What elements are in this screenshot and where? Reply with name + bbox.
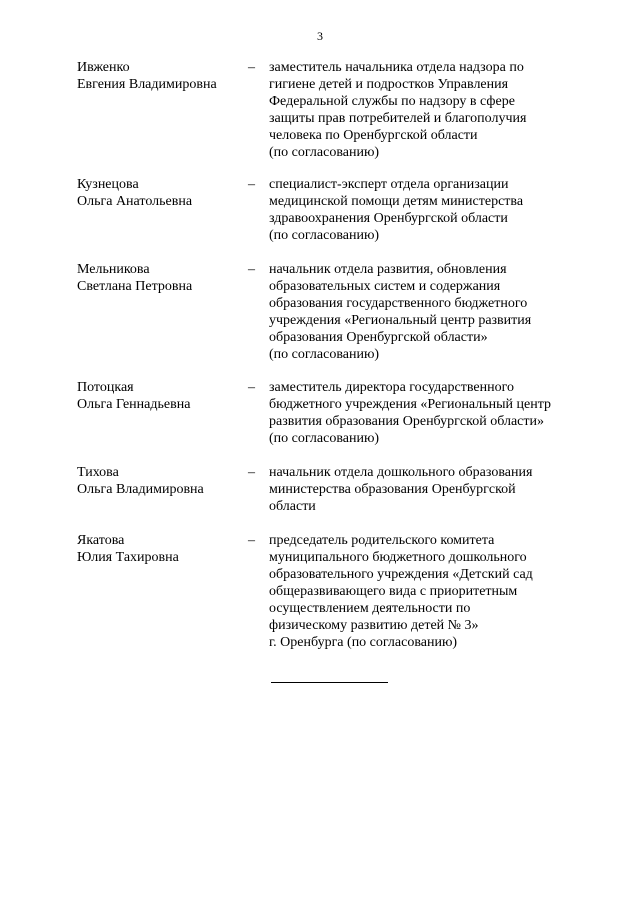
member-name xyxy=(77,261,247,295)
member-position xyxy=(269,464,589,515)
member-name xyxy=(77,59,247,93)
position-line: человека по Оренбургской области xyxy=(269,128,478,143)
member-given-names: Ольга Владимировна xyxy=(77,482,204,497)
position-line: начальник отдела развития, обновления xyxy=(269,262,507,277)
member-name xyxy=(77,176,247,210)
position-line: бюджетного учреждения «Региональный центр xyxy=(269,397,552,412)
position-line: образования государственного бюджетного xyxy=(269,296,528,311)
member-position xyxy=(269,176,589,244)
member-surname: Ивженко xyxy=(77,60,130,75)
member-position xyxy=(269,261,589,363)
member-name xyxy=(77,532,247,566)
position-line: заместитель директора государственного xyxy=(269,380,514,395)
position-line: образовательного учреждения «Детский сад xyxy=(269,567,533,582)
member-position xyxy=(269,59,589,161)
position-line: (по согласованию) xyxy=(269,431,380,446)
position-line: начальник отдела дошкольного образования xyxy=(269,465,533,480)
member-given-names: Светлана Петровна xyxy=(77,279,193,294)
position-line: (по согласованию) xyxy=(269,347,380,362)
position-line: муниципального бюджетного дошкольного xyxy=(269,550,527,565)
position-line: гигиене детей и подростков Управления xyxy=(269,77,509,92)
position-line: образования Оренбургской области» xyxy=(269,330,488,345)
dash-separator: – xyxy=(248,465,255,480)
member-position xyxy=(269,532,589,651)
member-surname: Потоцкая xyxy=(77,380,134,395)
page-number: 3 xyxy=(317,29,323,43)
member-surname: Кузнецова xyxy=(77,177,139,192)
position-line: специалист-эксперт отдела организации xyxy=(269,177,509,192)
position-line: общеразвивающего вида с приоритетным xyxy=(269,584,518,599)
position-line: здравоохранения Оренбургской области xyxy=(269,211,508,226)
position-line: г. Оренбурга (по согласованию) xyxy=(269,635,458,650)
position-line: заместитель начальника отдела надзора по xyxy=(269,60,524,75)
member-surname: Мельникова xyxy=(77,262,150,277)
position-line: защиты прав потребителей и благополучия xyxy=(269,111,527,126)
dash-separator: – xyxy=(248,380,255,395)
position-line: председатель родительского комитета xyxy=(269,533,495,548)
member-surname: Якатова xyxy=(77,533,125,548)
position-line: осуществлением деятельности по xyxy=(269,601,471,616)
member-given-names: Евгения Владимировна xyxy=(77,77,217,92)
member-position xyxy=(269,379,589,447)
position-line: (по согласованию) xyxy=(269,228,380,243)
member-name xyxy=(77,379,247,413)
member-surname: Тихова xyxy=(77,465,119,480)
position-line: медицинской помощи детям министерства xyxy=(269,194,524,209)
position-line: развития образования Оренбургской области» xyxy=(269,414,544,429)
position-line: (по согласованию) xyxy=(269,145,380,160)
closing-divider-line xyxy=(271,682,388,683)
position-line: Федеральной службы по надзору в сфере xyxy=(269,94,515,109)
dash-separator: – xyxy=(248,262,255,277)
position-line: области xyxy=(269,499,316,514)
dash-separator: – xyxy=(248,60,255,75)
member-given-names: Юлия Тахировна xyxy=(77,550,179,565)
position-line: министерства образования Оренбургской xyxy=(269,482,516,497)
position-line: учреждения «Региональный центр развития xyxy=(269,313,532,328)
position-line: образовательных систем и содержания xyxy=(269,279,501,294)
dash-separator: – xyxy=(248,177,255,192)
position-line: физическому развитию детей № 3» xyxy=(269,618,479,633)
dash-separator: – xyxy=(248,533,255,548)
member-given-names: Ольга Анатольевна xyxy=(77,194,193,209)
member-given-names: Ольга Геннадьевна xyxy=(77,397,191,412)
member-name xyxy=(77,464,247,498)
